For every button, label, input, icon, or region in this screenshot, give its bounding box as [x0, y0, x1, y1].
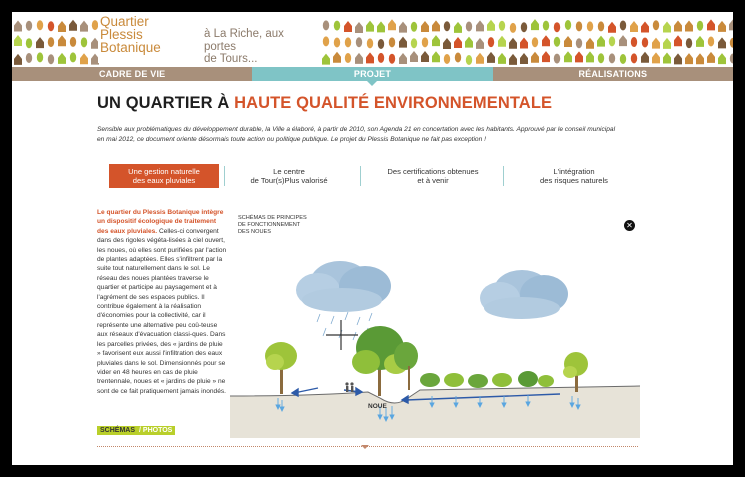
tree-icon	[620, 54, 626, 64]
tree-icon	[323, 36, 329, 46]
toggle-photos[interactable]: / PHOTOS	[138, 426, 175, 435]
house-icon	[69, 20, 77, 31]
house-icon	[729, 19, 733, 30]
house-icon	[509, 38, 517, 49]
house-icon	[542, 51, 550, 62]
tree-icon	[389, 54, 395, 64]
house-icon	[531, 52, 539, 63]
tree-icon	[499, 21, 505, 31]
tree-icon	[620, 20, 626, 30]
site-tagline: à La Riche, aux portes de Tours...	[204, 28, 284, 65]
house-icon	[498, 36, 506, 47]
house-icon	[564, 36, 572, 47]
tree-icon	[26, 53, 32, 63]
tree-icon	[532, 37, 538, 47]
house-icon	[377, 21, 385, 32]
tree-icon	[521, 22, 527, 32]
view-toggle	[97, 426, 175, 435]
house-icon	[454, 22, 462, 33]
house-icon	[432, 20, 440, 31]
subtab-divider	[503, 166, 504, 186]
house-icon	[652, 38, 660, 49]
crosshair-icon	[326, 320, 358, 350]
house-icon	[718, 37, 726, 48]
tree-icon	[565, 20, 571, 30]
ground	[230, 386, 640, 438]
house-icon	[718, 21, 726, 32]
chevron-down-icon[interactable]	[361, 445, 369, 449]
tree-icon	[609, 36, 615, 46]
house-icon	[630, 21, 638, 32]
house-icon	[58, 53, 66, 64]
hedge-row	[420, 371, 554, 388]
house-icon	[421, 51, 429, 62]
house-icon	[696, 36, 704, 47]
house-icon	[520, 53, 528, 64]
house-icon	[685, 20, 693, 31]
house-icon	[410, 51, 418, 62]
house-icon	[366, 21, 374, 32]
tree-icon	[367, 38, 373, 48]
tree-icon	[488, 37, 494, 47]
tree-icon	[323, 20, 329, 30]
subtab-divider	[224, 166, 225, 186]
house-icon	[476, 53, 484, 64]
site-logo[interactable]	[98, 15, 308, 63]
tab-realisations[interactable]: RÉALISATIONS	[493, 67, 733, 81]
page-title: UN QUARTIER À HAUTE QUALITÉ ENVIRONNEMENTALE	[97, 94, 553, 112]
house-icon	[498, 53, 506, 64]
schema-caption: SCHÉMAS DE PRINCIPES DE FONCTIONNEMENT DES NOUES	[238, 215, 307, 235]
house-icon	[355, 22, 363, 33]
house-icon	[399, 37, 407, 48]
house-icon	[674, 35, 682, 46]
tree-right	[563, 352, 588, 392]
house-icon	[399, 53, 407, 64]
tree-icon	[81, 37, 87, 47]
house-icon	[663, 52, 671, 63]
house-icon	[674, 53, 682, 64]
tree-icon	[510, 23, 516, 33]
tree-icon	[587, 21, 593, 31]
house-icon	[652, 52, 660, 63]
house-icon	[333, 52, 341, 63]
house-icon	[58, 21, 66, 32]
tree-icon	[70, 52, 76, 62]
tree-icon	[411, 22, 417, 32]
tree-icon	[642, 37, 648, 47]
subtab-centre-tours[interactable]: Le centre de Tour(s)Plus valorisé	[250, 167, 328, 185]
house-icon	[619, 35, 627, 46]
tab-projet[interactable]: PROJET	[252, 67, 492, 81]
tab-cadre-de-vie[interactable]: CADRE DE VIE	[12, 67, 252, 81]
noue-label: NOUE	[368, 403, 387, 410]
house-icon	[14, 54, 22, 65]
page-frame	[12, 12, 733, 465]
close-icon[interactable]: ✕	[624, 220, 635, 231]
house-icon	[80, 21, 88, 32]
house-icon	[707, 19, 715, 30]
house-icon	[685, 53, 693, 64]
rain-cloud-left	[296, 261, 391, 312]
house-icon	[641, 21, 649, 32]
house-icon	[476, 38, 484, 49]
house-icon	[542, 35, 550, 46]
tree-icon	[334, 37, 340, 47]
tree-cluster-center	[352, 326, 418, 396]
tree-icon	[697, 21, 703, 31]
tree-icon	[389, 37, 395, 47]
tree-icon	[554, 22, 560, 32]
rain-cloud-right	[480, 270, 568, 319]
tree-icon	[37, 20, 43, 30]
tree-icon	[48, 54, 54, 64]
house-icon	[597, 36, 605, 47]
tree-icon	[411, 38, 417, 48]
house-icon	[509, 54, 517, 65]
subtab-risques-naturels[interactable]: L'intégration des risques naturels	[540, 167, 608, 185]
house-icon	[586, 38, 594, 49]
house-icon	[421, 21, 429, 32]
house-icon	[520, 37, 528, 48]
house-icon	[564, 51, 572, 62]
tree-icon	[708, 36, 714, 46]
subtab-gestion-eaux[interactable]: Une gestion naturelle des eaux pluviales	[109, 164, 219, 188]
tree-icon	[455, 53, 461, 63]
tree-left	[265, 342, 297, 394]
intro-paragraph: Sensible aux problématiques du développement durable, la Ville a élaboré, à partir de 2010, son Agenda 21 en concertation avec les habitants. Approuvé par le conseil municipal en mai 2012, ce document oriente désormais toute action ou politique publique. Le projet du Plessis Botanique ne fait pas exception !	[97, 126, 616, 143]
house-icon	[14, 20, 22, 31]
tree-icon	[356, 37, 362, 47]
house-icon	[443, 38, 451, 49]
subtab-divider	[360, 166, 361, 186]
house-icon	[575, 51, 583, 62]
house-icon	[674, 20, 682, 31]
house-icon	[58, 35, 66, 46]
tree-icon	[334, 21, 340, 31]
house-icon	[663, 38, 671, 49]
house-icon	[388, 19, 396, 30]
house-icon	[36, 37, 44, 48]
house-icon	[718, 53, 726, 64]
house-icon	[696, 53, 704, 64]
tree-icon	[37, 52, 43, 62]
house-icon	[707, 52, 715, 63]
house-icon	[14, 35, 22, 46]
tree-icon	[48, 37, 54, 47]
house-icon	[531, 19, 539, 30]
house-icon	[487, 52, 495, 63]
tree-icon	[653, 20, 659, 30]
tree-icon	[598, 53, 604, 63]
tree-icon	[26, 38, 32, 48]
tree-icon	[444, 21, 450, 31]
house-icon	[476, 20, 484, 31]
house-icon	[641, 52, 649, 63]
tree-icon	[686, 38, 692, 48]
house-icon	[399, 22, 407, 33]
tree-icon	[466, 55, 472, 65]
tree-icon	[70, 37, 76, 47]
house-icon	[432, 35, 440, 46]
tree-icon	[598, 21, 604, 31]
tree-icon	[543, 21, 549, 31]
tree-icon	[730, 38, 733, 48]
site-header	[12, 12, 733, 66]
tree-icon	[378, 53, 384, 63]
toggle-schemas[interactable]: SCHÉMAS	[97, 426, 138, 435]
house-icon	[432, 51, 440, 62]
house-icon	[366, 52, 374, 63]
main-nav	[12, 67, 733, 81]
tree-icon	[576, 21, 582, 31]
tree-icon	[631, 37, 637, 47]
site-title: Quartier Plessis Botanique	[100, 14, 161, 55]
subtab-bar	[109, 164, 639, 188]
subtab-certifications[interactable]: Des certifications obtenues et à venir	[387, 167, 479, 185]
content-text: Le quartier du Plessis Botanique intègre un dispositif écologique de traitement des eaux pluviales. Celles-ci convergent dans des rigoles végéta-lisées à ciel ouvert, les noues, où elles sont purifiées par l'action de plantes adaptées. Elles s'infiltrent par la suite tout naturellement dans le sol. Le réseau des noues plantées traverse le quartier et participe au paysagement et à l'agrément de ses espaces publics. Il contribue également à la réalisation d'économies pour la collectivité, car il représente une alternative peu coû-teuse aux réseaux d'évacuation classi-ques. Dans les parcelles privées, des « jardins de pluie » favorisent eux aussi l'infiltration des eaux pluviales dans le sol. Dimensionnés pour se vider en 48 heures en cas de pluie trentennale, noues et « jardins de pluie » ne sont de ce fait pratiquement jamais inondés.	[97, 209, 227, 395]
house-icon	[322, 54, 330, 65]
tree-icon	[631, 53, 637, 63]
house-icon	[344, 21, 352, 32]
house-icon	[355, 53, 363, 64]
house-icon	[487, 20, 495, 31]
tree-icon	[466, 21, 472, 31]
noue-diagram[interactable]	[230, 238, 640, 438]
tree-icon	[422, 37, 428, 47]
house-icon	[465, 37, 473, 48]
tree-icon	[378, 39, 384, 49]
tree-icon	[609, 53, 615, 63]
house-icon	[80, 53, 88, 64]
tree-icon	[345, 37, 351, 47]
tree-icon	[26, 21, 32, 31]
tree-icon	[444, 54, 450, 64]
tree-icon	[554, 37, 560, 47]
tree-icon	[730, 53, 733, 63]
tree-icon	[554, 54, 560, 64]
house-icon	[586, 51, 594, 62]
house-icon	[608, 22, 616, 33]
tree-icon	[345, 53, 351, 63]
house-icon	[663, 21, 671, 32]
tree-icon	[48, 21, 54, 31]
tree-icon	[576, 38, 582, 48]
house-icon	[454, 37, 462, 48]
